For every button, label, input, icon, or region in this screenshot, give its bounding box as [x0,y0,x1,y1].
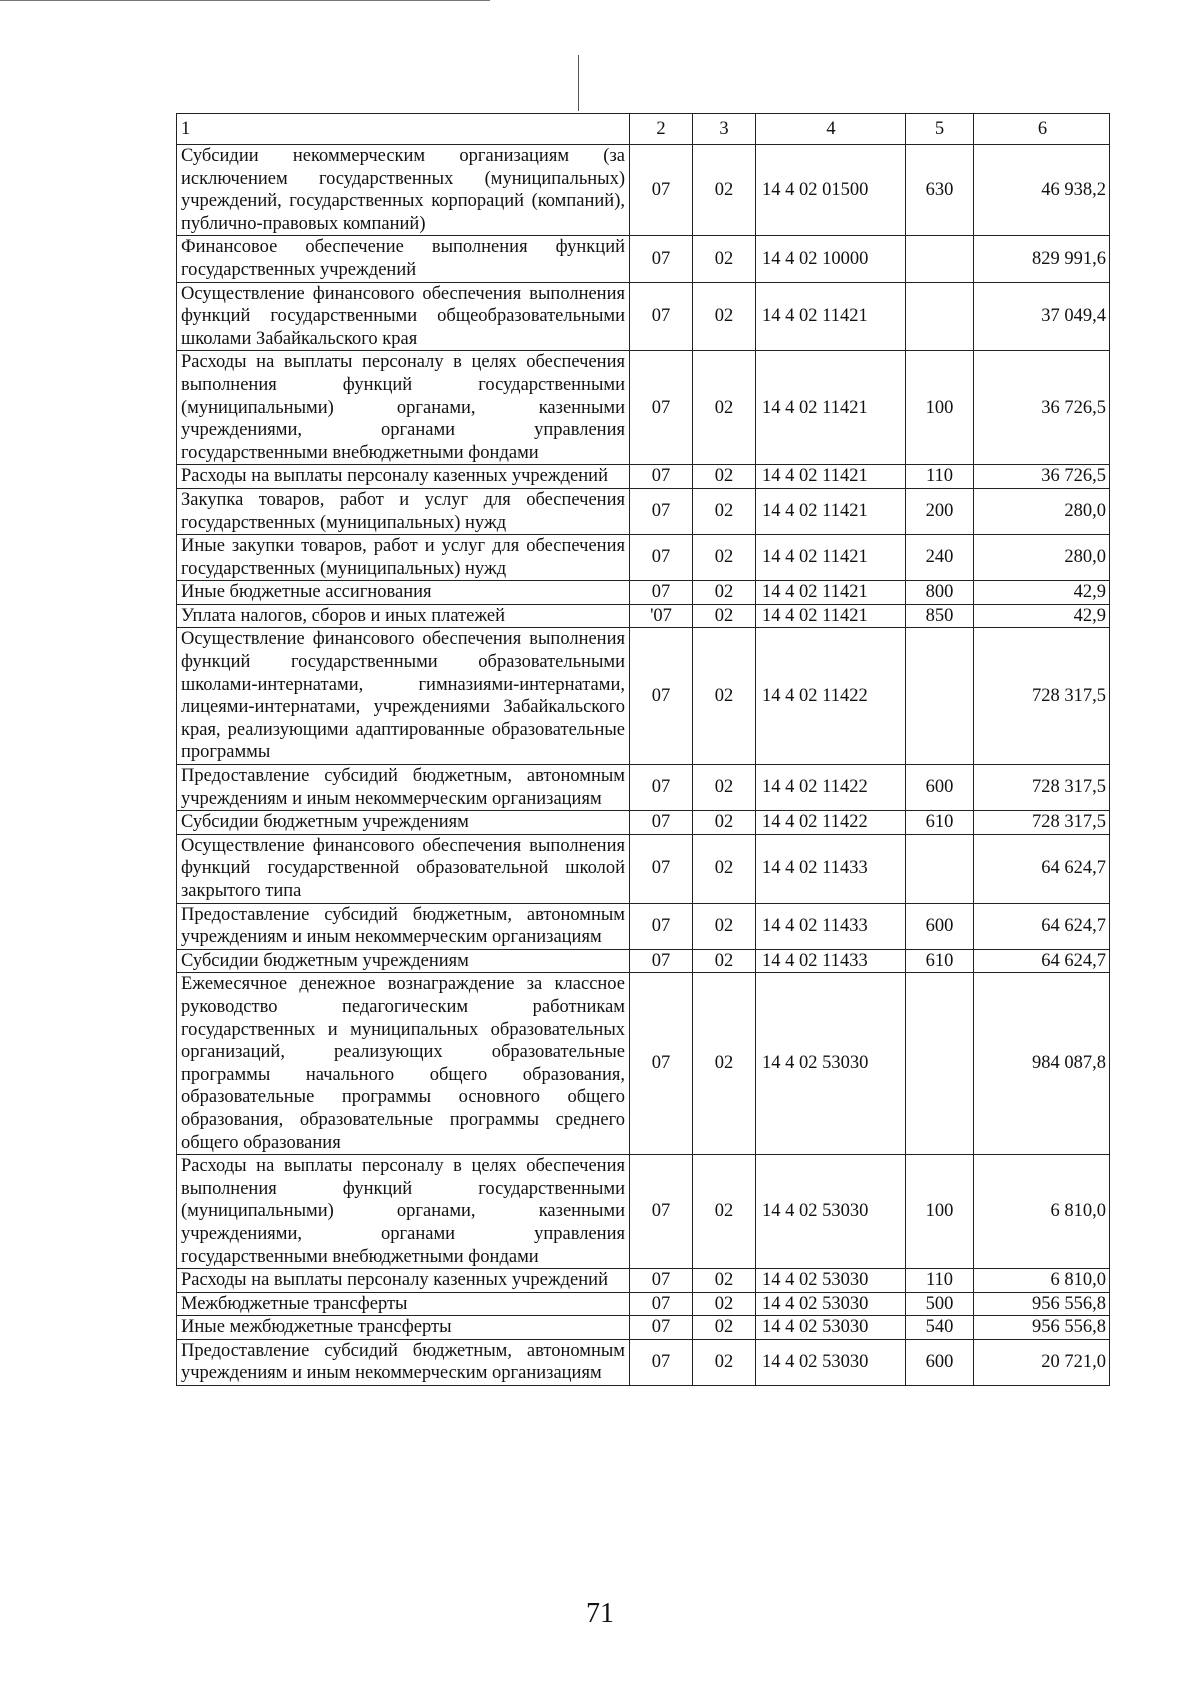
row-subsection: 02 [693,488,756,534]
row-name: Иные бюджетные ассигнования [177,581,630,605]
row-target-article: 14 4 02 11421 [756,488,906,534]
row-expense-type: 110 [906,465,974,489]
row-target-article: 14 4 02 53030 [756,1316,906,1340]
row-name: Закупка товаров, работ и услуг для обеспечения государственных (муниципальных) нужд [177,488,630,534]
row-subsection: 02 [693,765,756,811]
row-section: 07 [630,351,693,465]
table-row [177,488,1110,534]
table-row [177,834,1110,903]
row-expense-type: 200 [906,488,974,534]
table-row [177,628,1110,765]
table-row [177,1155,1110,1269]
row-target-article: 14 4 02 11421 [756,282,906,351]
row-expense-type: 100 [906,1155,974,1269]
row-section: 07 [630,973,693,1155]
row-name: Субсидии некоммерческим организациям (за исключением государственных (муниципальных) учреждений, государственных корпораций (компаний), публично-правовых компаний) [177,145,630,236]
row-subsection: 02 [693,1292,756,1316]
row-expense-type: 610 [906,811,974,835]
row-subsection: 02 [693,834,756,903]
row-target-article: 14 4 02 11421 [756,465,906,489]
table-row [177,465,1110,489]
row-name: Субсидии бюджетным учреждениям [177,811,630,835]
row-subsection: 02 [693,628,756,765]
row-amount: 37 049,4 [974,282,1110,351]
table-row [177,765,1110,811]
row-name: Расходы на выплаты персоналу в целях обеспечения выполнения функций государственными (муниципальными) органами, казенными учреждениями, органами управления государственными внебюджетными фондами [177,351,630,465]
row-section: 07 [630,145,693,236]
row-subsection: 02 [693,282,756,351]
row-amount: 42,9 [974,581,1110,605]
row-section: 07 [630,1269,693,1293]
row-target-article: 14 4 02 11433 [756,949,906,973]
row-subsection: 02 [693,903,756,949]
row-expense-type: 110 [906,1269,974,1293]
row-section: 07 [630,488,693,534]
row-amount: 64 624,7 [974,903,1110,949]
row-amount: 6 810,0 [974,1269,1110,1293]
row-name: Осуществление финансового обеспечения выполнения функций государственными общеобразовательными школами Забайкальского края [177,282,630,351]
row-amount: 46 938,2 [974,145,1110,236]
header-col-2: 2 [630,114,693,145]
row-target-article: 14 4 02 01500 [756,145,906,236]
row-name: Предоставление субсидий бюджетным, автономным учреждениям и иным некоммерческим организациям [177,903,630,949]
row-section: 07 [630,581,693,605]
row-amount: 36 726,5 [974,465,1110,489]
row-expense-type: 630 [906,145,974,236]
row-amount: 728 317,5 [974,765,1110,811]
row-section: 07 [630,1155,693,1269]
table-row [177,351,1110,465]
row-name: Межбюджетные трансферты [177,1292,630,1316]
table-row [177,581,1110,605]
row-target-article: 14 4 02 53030 [756,1155,906,1269]
row-section: 07 [630,1292,693,1316]
row-expense-type: 500 [906,1292,974,1316]
row-expense-type: 600 [906,1339,974,1385]
row-amount: 728 317,5 [974,811,1110,835]
row-expense-type [906,282,974,351]
row-name: Предоставление субсидий бюджетным, автономным учреждениям и иным некоммерческим организациям [177,765,630,811]
table-row [177,145,1110,236]
row-name: Субсидии бюджетным учреждениям [177,949,630,973]
row-target-article: 14 4 02 10000 [756,236,906,282]
row-subsection: 02 [693,1269,756,1293]
row-name: Предоставление субсидий бюджетным, автономным учреждениям и иным некоммерческим организациям [177,1339,630,1385]
table-row [177,903,1110,949]
binding-line [578,55,579,111]
row-name: Расходы на выплаты персоналу в целях обеспечения выполнения функций государственными (муниципальными) органами, казенными учреждениями, органами управления государственными внебюджетными фондами [177,1155,630,1269]
row-section: 07 [630,628,693,765]
row-name: Осуществление финансового обеспечения выполнения функций государственными образовательными школами-интернатами, гимназиями-интернатами, лицеями-интернатами, учреждениями Забайкальского края, реализующими адаптированные образовательные программы [177,628,630,765]
row-expense-type: 850 [906,604,974,628]
row-amount: 728 317,5 [974,628,1110,765]
header-col-5: 5 [906,114,974,145]
row-subsection: 02 [693,1155,756,1269]
row-section: 07 [630,903,693,949]
table-row [177,1316,1110,1340]
row-target-article: 14 4 02 11421 [756,581,906,605]
row-expense-type: 600 [906,765,974,811]
header-col-1: 1 [177,114,630,145]
row-subsection: 02 [693,535,756,581]
row-amount: 280,0 [974,488,1110,534]
row-target-article: 14 4 02 53030 [756,1292,906,1316]
table-row [177,282,1110,351]
row-subsection: 02 [693,145,756,236]
row-name: Уплата налогов, сборов и иных платежей [177,604,630,628]
row-amount: 829 991,6 [974,236,1110,282]
row-subsection: 02 [693,465,756,489]
table-row [177,1339,1110,1385]
table-row [177,535,1110,581]
row-subsection: 02 [693,1316,756,1340]
row-expense-type [906,236,974,282]
row-amount: 6 810,0 [974,1155,1110,1269]
row-name: Финансовое обеспечение выполнения функций государственных учреждений [177,236,630,282]
row-amount: 280,0 [974,535,1110,581]
row-expense-type [906,834,974,903]
row-name: Ежемесячное денежное вознаграждение за классное руководство педагогическим работникам государственных и муниципальных образовательных организаций, реализующих образовательные программы начального общего образования, образовательные программы основного общего образования, образовательные программы среднего общего образования [177,973,630,1155]
row-section: 07 [630,834,693,903]
row-target-article: 14 4 02 53030 [756,1269,906,1293]
row-section: 07 [630,811,693,835]
row-name: Иные закупки товаров, работ и услуг для обеспечения государственных (муниципальных) нужд [177,535,630,581]
table-row [177,811,1110,835]
row-name: Иные межбюджетные трансферты [177,1316,630,1340]
row-subsection: 02 [693,604,756,628]
table-row [177,604,1110,628]
row-subsection: 02 [693,811,756,835]
row-target-article: 14 4 02 11422 [756,765,906,811]
scan-edge-line [0,0,490,1]
row-amount: 42,9 [974,604,1110,628]
row-section: 07 [630,236,693,282]
row-subsection: 02 [693,236,756,282]
row-amount: 64 624,7 [974,834,1110,903]
row-amount: 956 556,8 [974,1316,1110,1340]
row-expense-type: 600 [906,903,974,949]
header-col-6: 6 [974,114,1110,145]
row-name: Расходы на выплаты персоналу казенных учреждений [177,1269,630,1293]
row-target-article: 14 4 02 53030 [756,1339,906,1385]
row-target-article: 14 4 02 11421 [756,351,906,465]
row-section: 07 [630,282,693,351]
row-target-article: 14 4 02 11422 [756,628,906,765]
row-amount: 20 721,0 [974,1339,1110,1385]
table-row [177,949,1110,973]
row-section: 07 [630,765,693,811]
row-amount: 956 556,8 [974,1292,1110,1316]
row-target-article: 14 4 02 11421 [756,535,906,581]
row-expense-type: 610 [906,949,974,973]
row-amount: 64 624,7 [974,949,1110,973]
row-target-article: 14 4 02 53030 [756,973,906,1155]
table-row [177,1269,1110,1293]
table-header-row [177,114,1110,145]
row-expense-type: 540 [906,1316,974,1340]
row-target-article: 14 4 02 11422 [756,811,906,835]
row-amount: 984 087,8 [974,973,1110,1155]
row-amount: 36 726,5 [974,351,1110,465]
row-section: 07 [630,1316,693,1340]
row-target-article: 14 4 02 11421 [756,604,906,628]
row-section: '07 [630,604,693,628]
row-subsection: 02 [693,973,756,1155]
header-col-3: 3 [693,114,756,145]
row-expense-type [906,628,974,765]
table-row [177,1292,1110,1316]
row-name: Расходы на выплаты персоналу казенных учреждений [177,465,630,489]
row-section: 07 [630,465,693,489]
table-row [177,973,1110,1155]
row-subsection: 02 [693,351,756,465]
row-section: 07 [630,1339,693,1385]
row-section: 07 [630,535,693,581]
row-subsection: 02 [693,949,756,973]
row-target-article: 14 4 02 11433 [756,834,906,903]
row-expense-type: 100 [906,351,974,465]
page-number: 71 [586,1598,614,1629]
row-subsection: 02 [693,581,756,605]
budget-table [176,113,1110,1386]
row-expense-type: 240 [906,535,974,581]
header-col-4: 4 [756,114,906,145]
table-row [177,236,1110,282]
row-name: Осуществление финансового обеспечения выполнения функций государственной образовательной школой закрытого типа [177,834,630,903]
row-target-article: 14 4 02 11433 [756,903,906,949]
row-subsection: 02 [693,1339,756,1385]
row-expense-type [906,973,974,1155]
row-section: 07 [630,949,693,973]
row-expense-type: 800 [906,581,974,605]
